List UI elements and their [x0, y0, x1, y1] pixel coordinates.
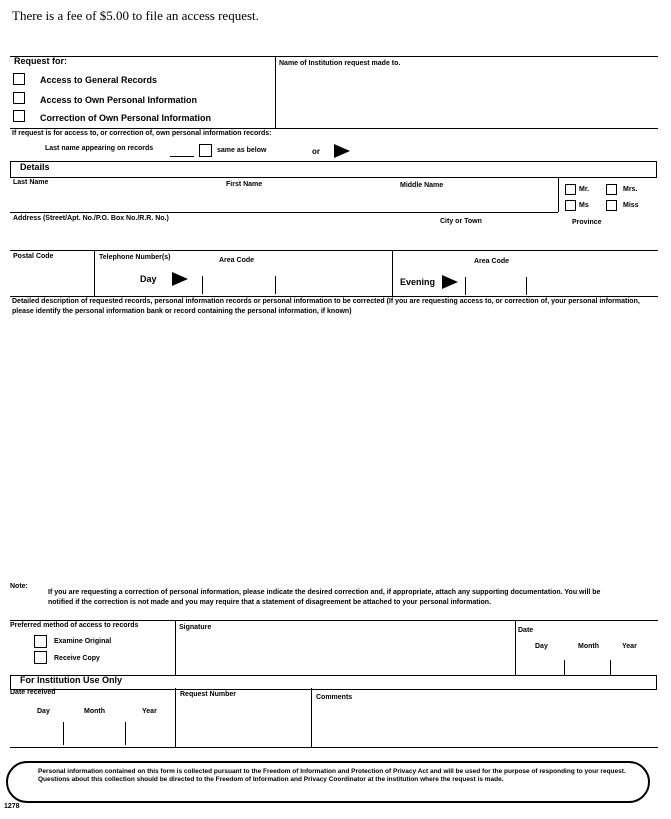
last-name-label: Last Name: [13, 179, 49, 186]
miss-label: Miss: [623, 202, 639, 209]
access-personal-checkbox[interactable]: [13, 92, 25, 104]
divider: [94, 250, 95, 296]
divider: [392, 250, 393, 296]
divider: [465, 277, 466, 295]
ms-checkbox[interactable]: [565, 200, 576, 211]
same-as-below-label: same as below: [217, 147, 267, 154]
request-for-heading: Request for:: [14, 56, 68, 66]
divider: [202, 276, 203, 294]
description-area[interactable]: [12, 325, 652, 575]
description-instructions: Detailed description of requested records, personal information records or personal information to be corrected (If you are requesting access to, or correction of, your personal information, please identify the personal information bank or record containing the personal information, if known): [12, 298, 640, 315]
correction-personal-label: Correction of Own Personal Information: [40, 113, 212, 123]
details-bar: [10, 161, 657, 178]
institution-name-label: Name of Institution request made to.: [279, 60, 401, 67]
evening-label: Evening: [400, 277, 436, 287]
divider: [175, 688, 176, 747]
same-as-below-checkbox[interactable]: [199, 144, 212, 157]
evening-area-code-label: Area Code: [474, 258, 510, 265]
date-received-label: Date received: [10, 689, 56, 696]
city-label: City or Town: [440, 218, 482, 225]
telephone-label: Telephone Number(s): [99, 254, 171, 261]
mr-checkbox[interactable]: [565, 184, 576, 195]
signature-field[interactable]: [180, 634, 510, 672]
name-row-line: [10, 212, 558, 213]
mr-label: Mr.: [579, 186, 590, 193]
details-heading: Details: [20, 162, 50, 172]
divider: [275, 276, 276, 294]
arrow-icon: [442, 275, 458, 289]
institution-use-heading: For Institution Use Only: [20, 675, 123, 685]
divider: [526, 277, 527, 295]
divider: [564, 660, 565, 675]
correction-personal-checkbox[interactable]: [13, 110, 25, 122]
receive-copy-label: Receive Copy: [54, 655, 100, 662]
divider: [175, 620, 176, 675]
arrow-icon: [334, 144, 350, 158]
fee-notice: There is a fee of $5.00 to file an access request.: [12, 8, 259, 23]
divider: [63, 722, 64, 745]
received-month-label: Month: [84, 708, 105, 715]
divider: [610, 660, 611, 675]
miss-checkbox[interactable]: [606, 200, 617, 211]
postal-code-label: Postal Code: [13, 253, 54, 260]
preferred-method-heading: Preferred method of access to records: [10, 622, 139, 629]
mrs-label: Mrs.: [623, 186, 638, 193]
date-label: Date: [518, 627, 534, 634]
divider: [10, 128, 658, 129]
ms-label: Ms: [579, 202, 589, 209]
arrow-icon: [172, 272, 188, 286]
last-name-records-label: Last name appearing on records: [45, 145, 154, 152]
mrs-checkbox[interactable]: [606, 184, 617, 195]
signature-label: Signature: [179, 624, 212, 631]
access-personal-label: Access to Own Personal Information: [40, 95, 198, 105]
divider: [10, 620, 658, 621]
divider: [311, 688, 312, 747]
divider: [10, 56, 658, 57]
form-number: 1278: [4, 803, 20, 810]
province-label: Province: [572, 219, 602, 226]
divider: [275, 56, 276, 128]
address-row-line: [10, 250, 658, 251]
examine-original-label: Examine Original: [54, 638, 112, 645]
examine-original-checkbox[interactable]: [34, 635, 47, 648]
date-month-label: Month: [578, 643, 599, 650]
last-name-records-line: [170, 156, 194, 157]
day-area-code-label: Area Code: [219, 257, 255, 264]
privacy-notice-text: Personal information contained on this form is collected pursuant to the Freedom of Information and Protection of Privacy Act and will be used for the purpose of responding to your request. Questions about this collection should be directed to the Freedom of Information and Privacy Coordinator at the institution where the request is made.: [38, 768, 626, 783]
divider: [10, 747, 658, 748]
divider: [558, 177, 559, 212]
or-label: or: [312, 147, 320, 156]
access-general-label: Access to General Records: [40, 75, 158, 85]
note-text: If you are requesting a correction of personal information, please indicate the desired correction and, if appropriate, attach any supporting documentation. You will be notified if the correction is not made and you may require that a statement of disagreement be attached to your personal information.: [48, 589, 601, 606]
date-day-label: Day: [535, 643, 548, 650]
receive-copy-checkbox[interactable]: [34, 651, 47, 664]
middle-name-label: Middle Name: [400, 182, 444, 189]
received-day-label: Day: [37, 708, 50, 715]
note-label: Note:: [10, 583, 28, 590]
personal-records-note: If request is for access to, or correction of, own personal information records:: [12, 130, 272, 137]
first-name-label: First Name: [226, 181, 263, 188]
divider: [515, 620, 516, 675]
access-general-checkbox[interactable]: [13, 73, 25, 85]
day-label: Day: [140, 274, 157, 284]
comments-label: Comments: [316, 694, 353, 701]
address-label: Address (Street/Apt. No./P.O. Box No./R.R. No.): [13, 215, 169, 222]
received-year-label: Year: [142, 708, 157, 715]
date-year-label: Year: [622, 643, 637, 650]
request-number-label: Request Number: [180, 691, 237, 698]
divider: [125, 722, 126, 745]
